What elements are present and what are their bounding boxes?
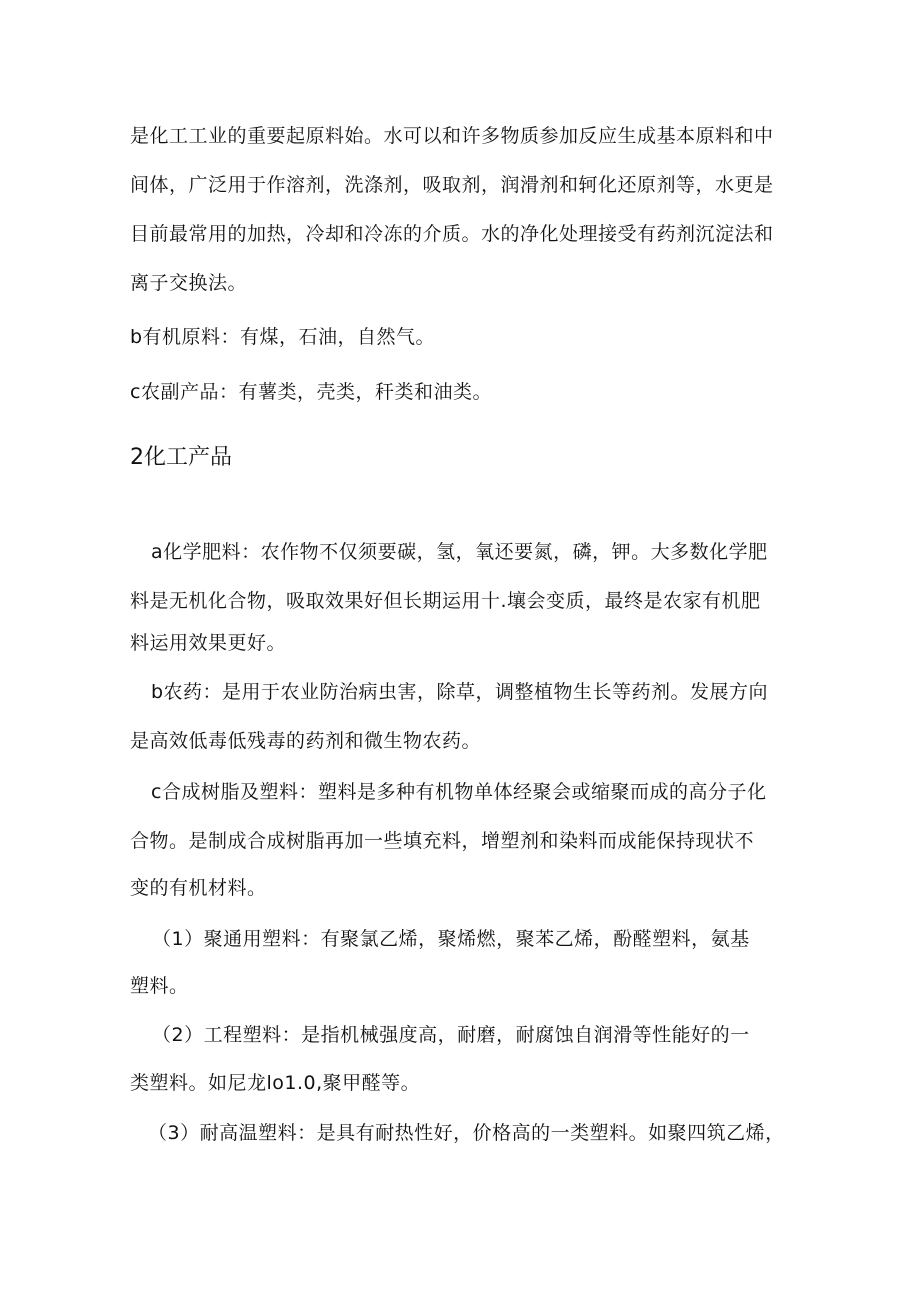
text-line: 变的有机材料。 (130, 877, 267, 899)
text-line: c农副产品：有薯类，壳类，秆类和油类。 (130, 381, 492, 403)
text-line: 合物。是制成合成树脂再加一些填充料，增塑剂和染料而成能保持现状不 (130, 830, 755, 852)
text-line: 离子交换法。 (130, 272, 248, 294)
text-line: a化学肥料：农作物不仅须要碳，氢，氧还要氮，磷，钾。大多数化学肥 (151, 541, 768, 563)
text-line: 塑料。 (130, 975, 189, 997)
text-line: （3）耐高温塑料：是具有耐热性好，价格高的一类塑料。如聚四筑乙烯， (148, 1122, 785, 1144)
text-line: b有机原料：有煤，石油，自然气。 (130, 326, 436, 348)
text-line: 是高效低毒低残毒的药剂和微生物农药。 (130, 730, 482, 752)
text-line: b农药：是用于农业防治病虫害，除草，调整植物生长等药剂。发展方向 (151, 681, 769, 703)
text-line: c合成树脂及塑料：塑料是多种有机物单体经聚会或缩聚而成的高分子化 (151, 781, 767, 803)
text-line: 间体，广泛用于作溶剂，洗涤剂，吸取剂，润滑剂和轲化还原剂等，水更是 (130, 174, 774, 196)
section-heading: 2化工产品 (130, 445, 232, 470)
text-line: 料是无机化合物，吸取效果好但长期运用十.壤会变质，最终是农家有机肥 (130, 590, 761, 612)
text-line: 类塑料。如尼龙lo1.0,聚甲醛等。 (130, 1072, 421, 1094)
text-line: 是化工工业的重要起原料始。水可以和许多物质参加反应生成基本原料和中 (130, 125, 774, 147)
text-line: （1）聚通用塑料：有聚氯乙烯，聚烯燃，聚苯乙烯，酚醛塑料，氨基 (152, 928, 750, 950)
text-line: （2）工程塑料：是指机械强度高，耐磨，耐腐蚀自润滑等性能好的一 (152, 1024, 750, 1046)
text-line: 料运用效果更好。 (130, 632, 287, 654)
text-line: 目前最常用的加热，冷却和冷冻的介质。水的净化处理接受有药剂沉淀法和 (130, 223, 774, 245)
